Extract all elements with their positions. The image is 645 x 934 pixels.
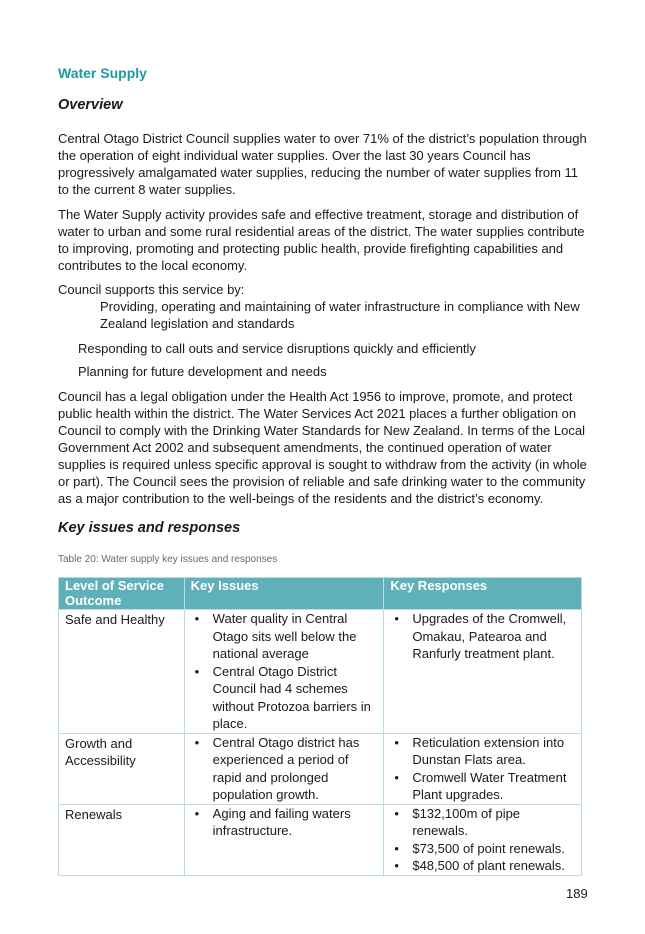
overview-paragraph-2: The Water Supply activity provides safe and effective treatment, storage and distribution of water to urban and some rural residential areas of the district. The water supplies contribute to improving, promoting and protecting public health, provide firefighting capabilities and contributes to the local economy. xyxy=(58,207,585,273)
response-item: • $48,500 of plant renewals. xyxy=(390,857,575,875)
responses-cell xyxy=(384,610,582,734)
table-row xyxy=(59,804,582,875)
response-item: • $73,500 of point renewals. xyxy=(390,840,575,858)
header-key-responses: Key Responses xyxy=(384,578,582,610)
key-issues-title: Key issues and responses xyxy=(58,520,241,536)
support-item-1: Providing, operating and maintaining of water infrastructure in compliance with New Zealand legislation and standards xyxy=(100,299,580,331)
table-header-row xyxy=(59,578,582,610)
header-outcome: Level of Service Outcome xyxy=(59,578,185,610)
issue-item: • Water quality in Central Otago sits well below the national average xyxy=(191,610,378,663)
issues-cell xyxy=(184,610,384,734)
section-heading: Water Supply xyxy=(58,65,147,81)
issue-item: • Aging and failing waters infrastructure. xyxy=(191,805,378,840)
response-item: • Reticulation extension into Dunstan Flats area. xyxy=(390,734,575,769)
support-item-3: Planning for future development and needs xyxy=(78,364,327,379)
header-key-issues: Key Issues xyxy=(184,578,384,610)
responses-cell xyxy=(384,733,582,804)
issue-item: • Central Otago District Council had 4 schemes without Protozoa barriers in place. xyxy=(191,663,378,733)
response-item: • $132,100m of pipe renewals. xyxy=(390,805,575,840)
response-item: • Cromwell Water Treatment Plant upgrades. xyxy=(390,769,575,804)
issues-cell xyxy=(184,804,384,875)
support-item-2: Responding to call outs and service disruptions quickly and efficiently xyxy=(78,341,476,356)
outcome-cell: Growth and Accessibility xyxy=(59,733,185,804)
outcome-cell: Renewals xyxy=(59,804,185,875)
table-caption: Table 20: Water supply key issues and responses xyxy=(58,554,278,565)
issues-cell xyxy=(184,733,384,804)
responses-cell xyxy=(384,804,582,875)
response-item: • Upgrades of the Cromwell, Omakau, Patearoa and Ranfurly treatment plant. xyxy=(390,610,575,663)
overview-paragraph-3: Council has a legal obligation under the Health Act 1956 to improve, promote, and protect public health within the district. The Water Services Act 2021 places a further obligation on Council to comply with the Drinking Water Standards for New Zealand. In terms of the Local Government Act 2002 and subsequent amendments, the continued operation of water supplies is required unless specific approval is sought to withdraw from the activity (in whole or part). The Council sees the provision of reliable and safe drinking water to the community as a major contribution to the well-beings of the residents and the district’s economy. xyxy=(58,389,587,506)
key-issues-table xyxy=(58,577,582,876)
table-row xyxy=(59,733,582,804)
issue-item: • Central Otago district has experienced a period of rapid and prolonged population growth. xyxy=(191,734,378,804)
overview-title: Overview xyxy=(58,97,123,113)
page-number: 189 xyxy=(566,886,588,901)
outcome-cell: Safe and Healthy xyxy=(59,610,185,734)
supports-intro: Council supports this service by: xyxy=(58,282,245,297)
table-row xyxy=(59,610,582,734)
overview-paragraph-1: Central Otago District Council supplies water to over 71% of the district’s population through the operation of eight individual water supplies. Over the last 30 years Council has progressively amalgamated water supplies, reducing the number of water supplies from 11 to the current 8 water supplies. xyxy=(58,131,587,197)
